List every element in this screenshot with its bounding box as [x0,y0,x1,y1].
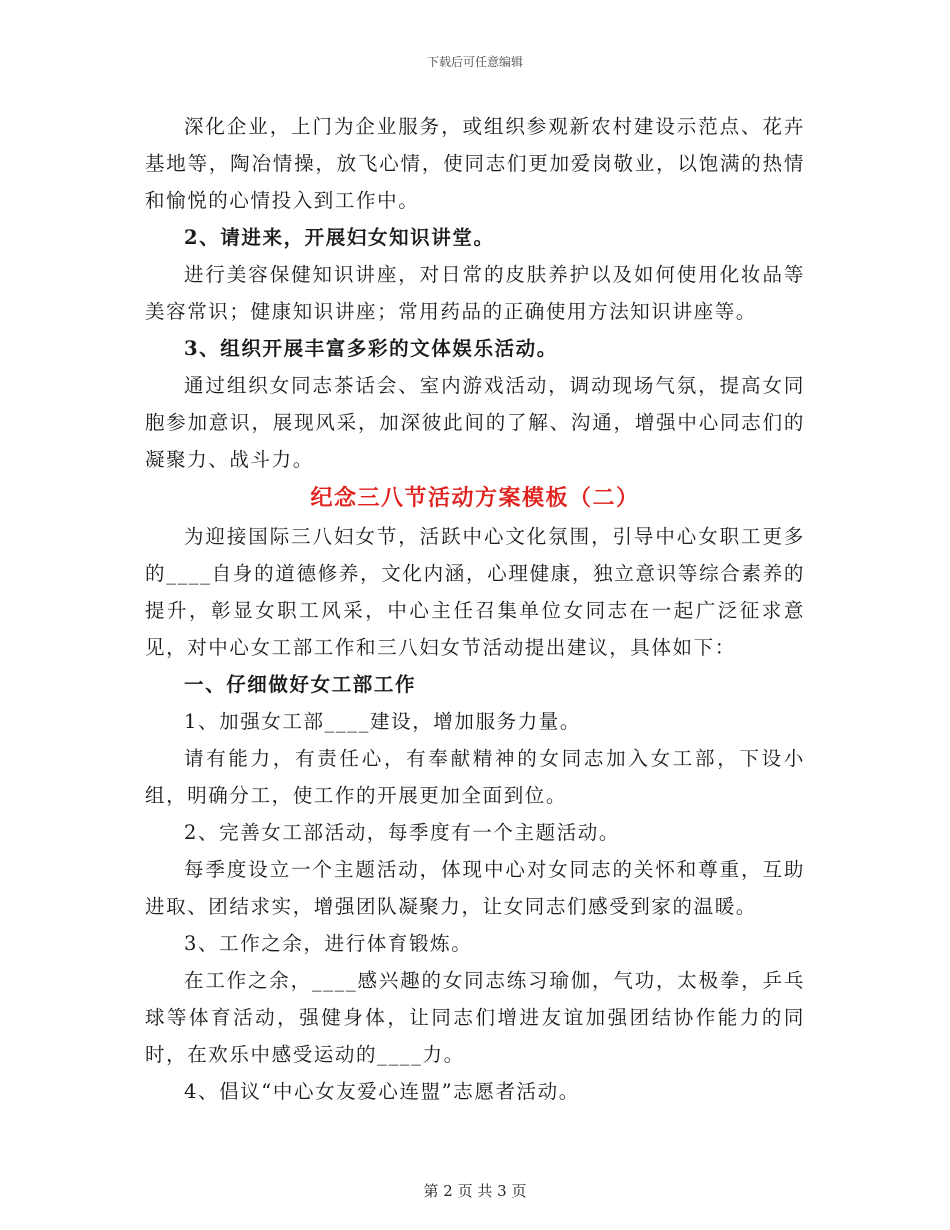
list-item-heading: 4、倡议“中心女友爱心连盟”志愿者活动。 [184,1080,580,1103]
paragraph: 进行美容保健知识讲座，对日常的皮肤养护以及如何使用化妆品等美容常识；健康知识讲座；常用药品的正确使用方法知识讲座等。 [145,263,805,323]
document-body [145,108,805,1110]
list-item-heading: 1、加强女工部____建设，增加服务力量。 [184,710,582,733]
paragraph: 每季度设立一个主题活动，体现中心对女同志的关怀和尊重，互助进取、团结求实，增强团队凝聚力，让女同志们感受到家的温暖。 [145,858,805,918]
list-item-heading: 3、工作之余，进行体育锻炼。 [184,932,473,955]
section-heading: 一、仔细做好女工部工作 [184,673,417,696]
page-header: 下载后可任意编辑 [426,55,523,69]
paragraph: 为迎接国际三八妇女节，活跃中心文化氛围，引导中心女职工更多的____自身的道德修养，文化内涵，心理健康，独立意识等综合素养的提升，彰显女职工风采，中心主任召集单位女同志在一起广泛征求意见，对中心女工部工作和三八妇女节活动提出建议，具体如下： [145,525,805,659]
paragraph: 请有能力，有责任心，有奉献精神的女同志加入女工部，下设小组，明确分工，使工作的开展更加全面到位。 [145,747,805,807]
paragraph: 深化企业，上门为企业服务，或组织参观新农村建设示范点、花卉基地等，陶冶情操，放飞心情，使同志们更加爱岗敬业，以饱满的热情和愉悦的心情投入到工作中。 [145,115,805,212]
list-item-heading: 3、组织开展丰富多彩的文体娱乐活动。 [184,337,558,360]
paragraph: 在工作之余，____感兴趣的女同志练习瑜伽，气功，太极拳，乒乓球等体育活动，强健身体，让同志们增进友谊加强团结协作能力的同时，在欢乐中感受运动的____力。 [145,969,805,1066]
section-title: 纪念三八节活动方案模板（二） [310,485,640,511]
page-footer: 第 2 页 共 3 页 [423,1182,527,1200]
paragraph: 通过组织女同志茶话会、室内游戏活动，调动现场气氛，提高女同胞参加意识，展现风采，加深彼此间的了解、沟通，增强中心同志们的凝聚力、战斗力。 [145,374,805,471]
list-item-heading: 2、请进来，开展妇女知识讲堂。 [184,226,495,249]
list-item-heading: 2、完善女工部活动，每季度有一个主题活动。 [184,821,621,844]
